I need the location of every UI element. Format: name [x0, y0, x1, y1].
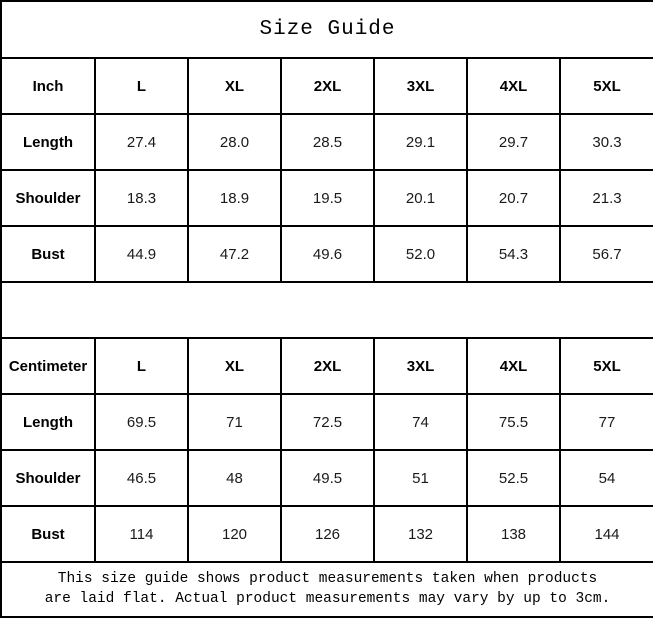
- size-column-header: 5XL: [560, 338, 653, 394]
- measurement-value: 28.0: [188, 114, 281, 170]
- size-guide-note: [1, 562, 653, 617]
- spacer-cell: [1, 282, 653, 338]
- measurement-label: Length: [1, 114, 95, 170]
- measurement-value: 69.5: [95, 394, 188, 450]
- measurement-value: 120: [188, 506, 281, 562]
- measurement-value: 28.5: [281, 114, 374, 170]
- measurement-value: 20.7: [467, 170, 560, 226]
- measurement-value: 48: [188, 450, 281, 506]
- footer-row: [1, 562, 653, 617]
- measurement-value: 74: [374, 394, 467, 450]
- measurement-value: 46.5: [95, 450, 188, 506]
- measurement-value: 72.5: [281, 394, 374, 450]
- size-column-header: XL: [188, 338, 281, 394]
- centimeter-header-row: [1, 338, 653, 394]
- table-spacer-row: [1, 282, 653, 338]
- measurement-value: 56.7: [560, 226, 653, 282]
- measurement-value: 77: [560, 394, 653, 450]
- measurement-value: 144: [560, 506, 653, 562]
- size-guide-note-line2: are laid flat. Actual product measurements may vary by up to 3cm.: [44, 590, 611, 607]
- measurement-value: 114: [95, 506, 188, 562]
- measurement-value: 52.0: [374, 226, 467, 282]
- measurement-value: 49.6: [281, 226, 374, 282]
- measurement-value: 21.3: [560, 170, 653, 226]
- measurement-value: 54: [560, 450, 653, 506]
- measurement-value: 75.5: [467, 394, 560, 450]
- measurement-value: 49.5: [281, 450, 374, 506]
- table-row: [1, 394, 653, 450]
- measurement-value: 29.1: [374, 114, 467, 170]
- table-row: [1, 114, 653, 170]
- measurement-value: 126: [281, 506, 374, 562]
- measurement-value: 29.7: [467, 114, 560, 170]
- measurement-value: 47.2: [188, 226, 281, 282]
- measurement-value: 138: [467, 506, 560, 562]
- measurement-value: 51: [374, 450, 467, 506]
- size-column-header: 4XL: [467, 338, 560, 394]
- size-guide-note-line1: This size guide shows product measurements taken when products: [57, 570, 598, 587]
- inch-header-row: [1, 58, 653, 114]
- measurement-value: 27.4: [95, 114, 188, 170]
- table-row: [1, 506, 653, 562]
- measurement-value: 52.5: [467, 450, 560, 506]
- table-row: [1, 226, 653, 282]
- table-row: [1, 450, 653, 506]
- size-column-header: 2XL: [281, 338, 374, 394]
- size-column-header: 3XL: [374, 58, 467, 114]
- size-column-header: 4XL: [467, 58, 560, 114]
- size-column-header: 5XL: [560, 58, 653, 114]
- measurement-value: 54.3: [467, 226, 560, 282]
- measurement-value: 18.9: [188, 170, 281, 226]
- size-column-header: L: [95, 58, 188, 114]
- unit-header-centimeter: Centimeter: [1, 338, 95, 394]
- measurement-label: Shoulder: [1, 450, 95, 506]
- size-column-header: XL: [188, 58, 281, 114]
- size-column-header: L: [95, 338, 188, 394]
- page-title: Size Guide: [1, 1, 653, 58]
- measurement-value: 132: [374, 506, 467, 562]
- title-row: [1, 1, 653, 58]
- measurement-value: 19.5: [281, 170, 374, 226]
- measurement-value: 18.3: [95, 170, 188, 226]
- unit-header-inch: Inch: [1, 58, 95, 114]
- measurement-label: Shoulder: [1, 170, 95, 226]
- measurement-value: 20.1: [374, 170, 467, 226]
- measurement-value: 71: [188, 394, 281, 450]
- measurement-label: Bust: [1, 506, 95, 562]
- size-column-header: 3XL: [374, 338, 467, 394]
- table-row: [1, 170, 653, 226]
- measurement-label: Bust: [1, 226, 95, 282]
- size-column-header: 2XL: [281, 58, 374, 114]
- measurement-value: 30.3: [560, 114, 653, 170]
- measurement-label: Length: [1, 394, 95, 450]
- measurement-value: 44.9: [95, 226, 188, 282]
